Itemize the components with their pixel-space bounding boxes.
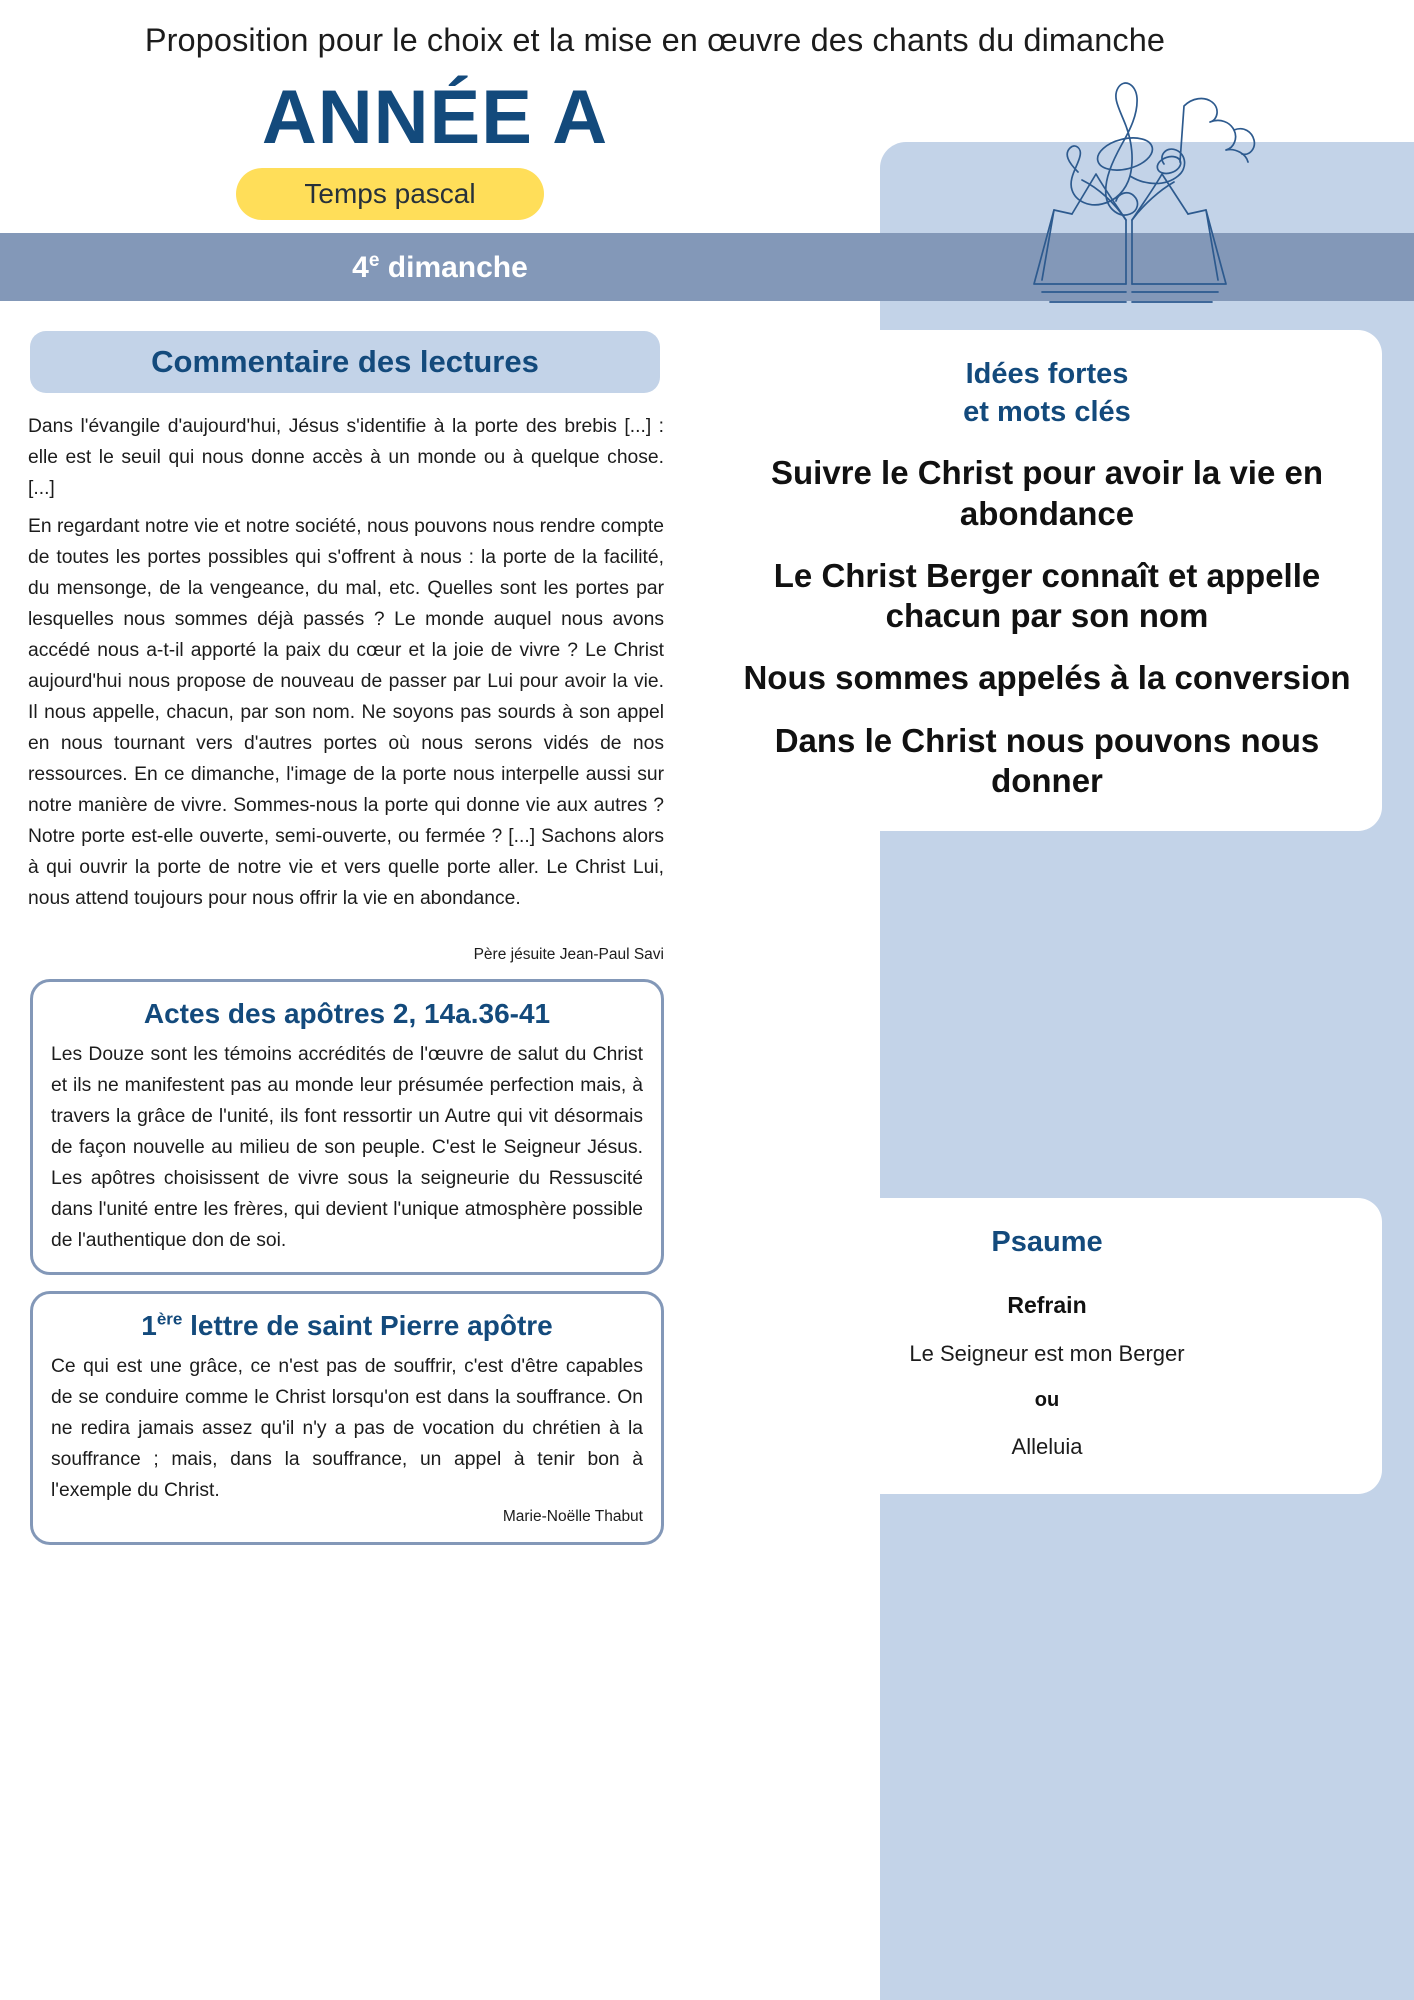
reading-card-acts-title: Actes des apôtres 2, 14a.36-41 xyxy=(143,998,551,1029)
reading-card-acts-text: Les Douze sont les témoins accrédités de l'œuvre de salut du Christ et ils ne manifestent pas au monde leur présumée perfection mais, à travers la grâce de l'unité, ils font ressortir un Autre qui vit désormais de façon nouvelle au milieu de son peuple. C'est le Seigneur Jésus. Les apôtres choisissent de vivre sous la seigneurie du Ressuscité dans l'unité entre les frères, qui devient l'unique atmosphère possible de l'authentique don de soi. xyxy=(51,1044,643,1251)
key-idea-item: Le Christ Berger connaît et appelle chacun par son nom xyxy=(773,556,1321,635)
sunday-banner-label xyxy=(0,250,880,285)
reading-card-acts xyxy=(30,979,664,1275)
sunday-word: dimanche xyxy=(387,250,528,284)
key-idea-item: Nous sommes appelés à la conversion xyxy=(743,659,1351,697)
psalm-card xyxy=(712,1198,1382,1494)
psalm-alternate-text: Alleluia xyxy=(1011,1433,1083,1459)
reading-card-peter-title-sup: ère xyxy=(156,1309,183,1329)
commentary-heading xyxy=(30,331,660,393)
season-badge-label: Temps pascal xyxy=(304,178,476,209)
reading-card-peter-title-rest: lettre de saint Pierre apôtre xyxy=(182,1310,553,1341)
key-ideas-card xyxy=(712,330,1382,831)
reading-card-peter-text: Ce qui est une grâce, ce n'est pas de souffrir, c'est d'être capables de se conduire comme le Christ lorsqu'on est dans la souffrance. On ne redira jamais assez qu'il n'y a pas de vocation du chrétien à la souffrance ; mais, dans la souffrance, un appel à tenir bon à l'exemple du Christ. xyxy=(51,1356,643,1501)
page-subtitle: Proposition pour le choix et la mise en œuvre des chants du dimanche xyxy=(144,22,1166,58)
reading-card-peter xyxy=(30,1291,664,1545)
reading-card-peter-attribution: Marie-Noëlle Thabut xyxy=(502,1508,643,1525)
key-ideas-title-line2: et mots clés xyxy=(963,395,1131,428)
psalm-or-label: ou xyxy=(1034,1388,1060,1411)
key-ideas-title-line1: Idées fortes xyxy=(965,358,1129,390)
key-idea-item: Dans le Christ nous pouvons nous donner xyxy=(774,721,1320,799)
commentary-paragraph-2: En regardant notre vie et notre société, nous pouvons nous rendre compte de toutes les portes possibles qui s'offrent à nous : la porte de la facilité, du mensonge, de la vengeance, du mal, etc. Quelles sont les portes par lesquelles nous sommes déjà passés ? Le monde auquel nous avons accédé nous a-t-il apporté la paix du cœur et la joie de vivre ? Le Christ aujourd'hui nous propose de nouveau de passer par Lui pour avoir la vie. Il nous appelle, chacun, par son nom. Ne soyons pas sourds à son appel en nous tournant vers d'autres portes où nous serons vidés de nos ressources. En ce dimanche, l'image de la porte nous interpelle aussi sur notre manière de vivre. Sommes-nous la porte qui donne vie aux autres ? Notre porte est-elle ouverte, semi-ouverte, ou fermée ? [...] Sachons alors à qui ouvrir la porte de notre vie et vers quelle porte aller. Le Christ Lui, nous attend toujours pour nous offrir la vie en abondance. xyxy=(28,516,664,909)
sunday-ordinal: e xyxy=(368,249,380,271)
sunday-number: 4 xyxy=(352,250,369,284)
key-ideas-title xyxy=(734,356,1360,431)
reading-card-peter-title xyxy=(51,1308,643,1343)
key-idea-item: Suivre le Christ pour avoir la vie en abondance xyxy=(770,454,1324,532)
open-book-music-icon xyxy=(1006,62,1266,312)
psalm-refrain-label: Refrain xyxy=(1007,1291,1087,1318)
commentary-paragraph-1: Dans l'évangile d'aujourd'hui, Jésus s'identifie à la porte des brebis [...] : elle est le seuil qui nous donne accès à un monde ou à quelque chose. [...] xyxy=(28,416,664,499)
psalm-title: Psaume xyxy=(991,1226,1103,1258)
psalm-refrain-text: Le Seigneur est mon Berger xyxy=(909,1340,1185,1366)
page-title: ANNÉE A xyxy=(261,75,609,160)
commentary-attribution: Père jésuite Jean-Paul Savi xyxy=(473,946,664,963)
reading-card-peter-title-prefix: 1 xyxy=(141,1310,157,1341)
season-badge xyxy=(236,168,544,220)
commentary-heading-label: Commentaire des lectures xyxy=(151,344,539,379)
